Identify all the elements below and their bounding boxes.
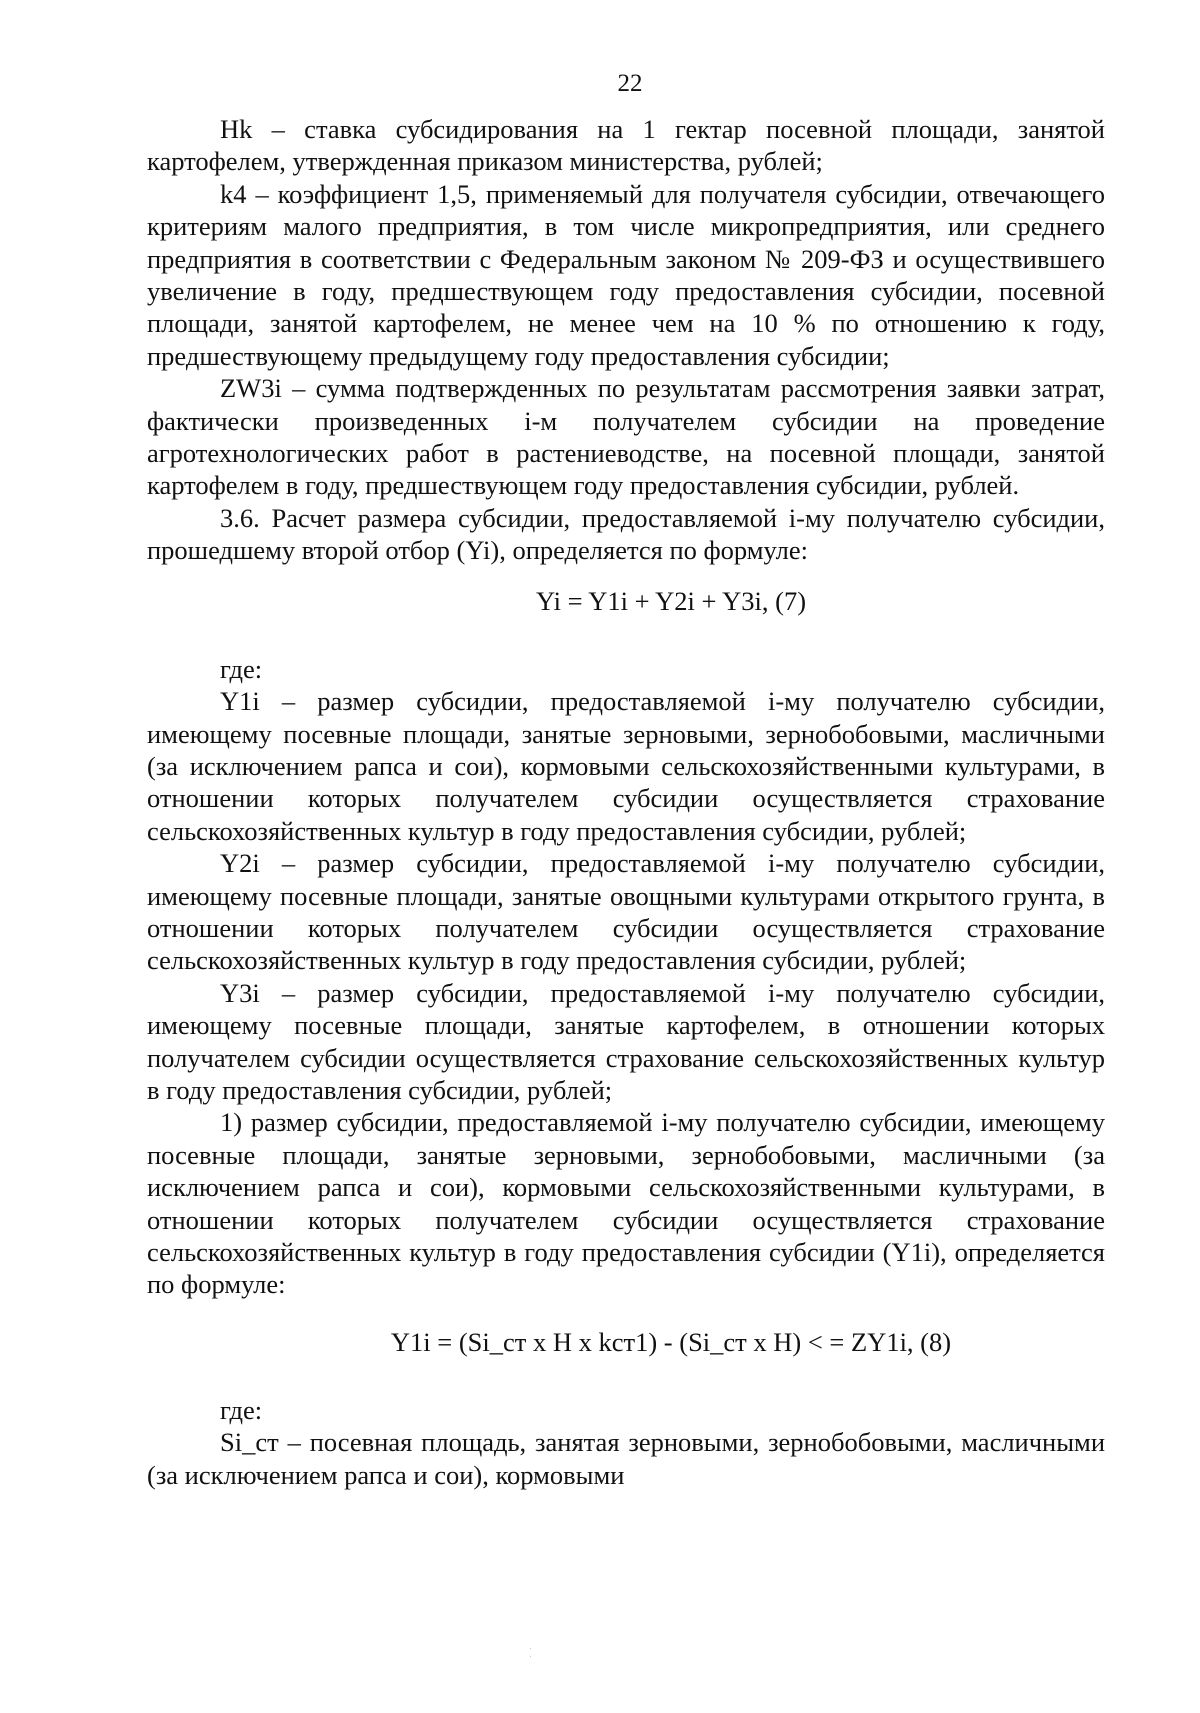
paragraph-item-1: 1) размер субсидии, предоставляемой i-му получателю субсидии, имеющему посевные площади, занятые зерновыми, зернобобовыми, масличными (за исключением рапса и сои), кормовыми сельскохозяйственными культурами, в отношении которых получателем субсидии осуществляется страхование сельскохозяйственных культур в году предоставления субсидии (Y1i), определяется по формуле: [147,1107,1105,1300]
paragraph-k4-definition: k4 – коэффициент 1,5, применяемый для получателя субсидии, отвечающего критериям малого предприятия, в том числе микропредприятия, или среднего предприятия в соответствии с Федеральным законом № 209-ФЗ и осуществившего увеличение в году, предшествующем году предоставления субсидии, посевной площади, занятой картофелем, не менее чем на 10 % по отношению к году, предшествующему предыдущему году предоставления субсидии; [147,178,1105,371]
paragraph-section-3-6: 3.6. Расчет размера субсидии, предоставляемой i-му получателю субсидии, прошедшему второй отбор (Yi), определяется по формуле: [147,502,1105,566]
formula-7: Yi = Y1i + Y2i + Y3i, (7) [535,585,807,616]
paragraph-y2i-definition: Y2i – размер субсидии, предоставляемой i-му получателю субсидии, имеющему посевные площади, занятые овощными культурами открытого грунта, в отношении которых получателем субсидии осуществляется страхование сельскохозяйственных культур в году предоставления субсидии, рублей; [147,848,1105,976]
scan-artifact [530,1648,531,1649]
where-label-1: где: [220,653,263,684]
scan-artifact [530,1656,531,1657]
paragraph-si-st-definition: Si_ст – посевная площадь, занятая зерновыми, зернобобовыми, масличными (за исключением рапса и сои), кормовыми [147,1427,1105,1490]
formula-8: Y1i = (Si_ст x H x kст1) - (Si_ст x H) < = ZY1i, (8) [390,1326,952,1357]
paragraph-y1i-definition: Y1i – размер субсидии, предоставляемой i-му получателю субсидии, имеющему посевные площади, занятые зерновыми, зернобобовыми, масличными (за исключением рапса и сои), кормовыми сельскохозяйственными культурами, в отношении которых получателем субсидии осуществляется страхование сельскохозяйственных культур в году предоставления субсидии, рублей; [147,686,1105,846]
document-body [147,113,1105,1491]
where-label-2: где: [220,1394,263,1425]
paragraph-y3i-definition: Y3i – размер субсидии, предоставляемой i-му получателю субсидии, имеющему посевные площади, занятые картофелем, в отношении которых получателем субсидии осуществляется страхование сельскохозяйственных культур в году предоставления субсидии, рублей; [147,977,1105,1105]
paragraph-hk-definition: Hk – ставка субсидирования на 1 гектар посевной площади, занятой картофелем, утвержденная приказом министерства, рублей; [147,114,1105,177]
paragraph-zw3i-definition: ZW3i – сумма подтвержденных по результатам рассмотрения заявки затрат, фактически произведенных i-м получателем субсидии на проведение агротехнологических работ в растениеводстве, на посевной площади, занятой картофелем в году, предшествующем году предоставления субсидии, рублей. [147,373,1105,501]
page-number: 22 [617,70,643,97]
